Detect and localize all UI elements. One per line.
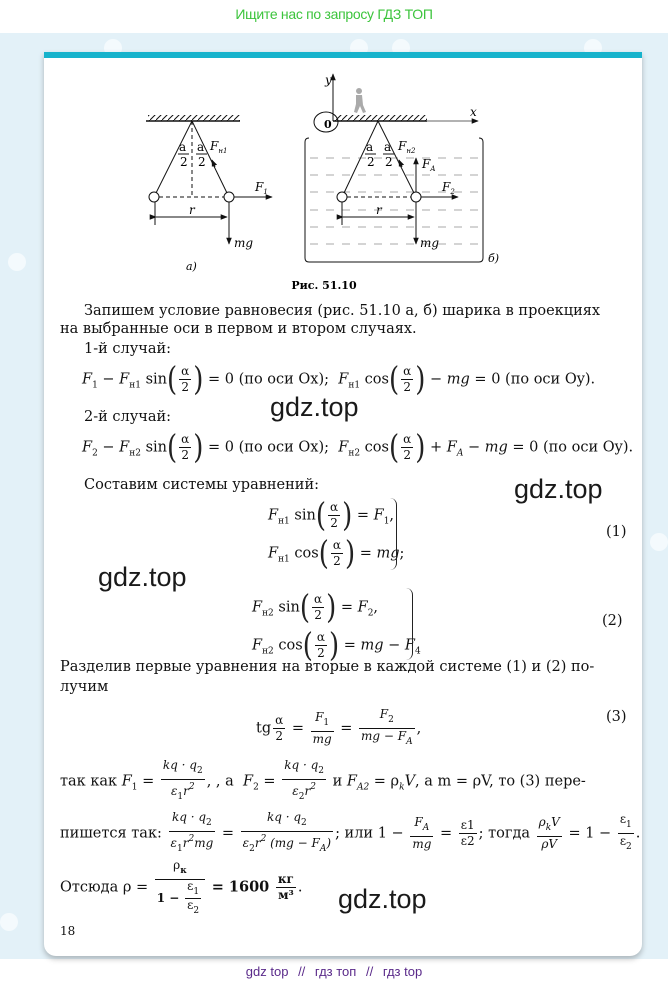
math-token: (	[388, 360, 400, 399]
page-number: 18	[60, 924, 76, 938]
math-token: н1	[218, 147, 228, 155]
axis-x-label: x	[470, 105, 477, 119]
math-token: 2	[275, 729, 283, 743]
math-token: и	[332, 773, 343, 790]
math-token: н1	[129, 380, 141, 391]
math-token: α	[313, 592, 323, 606]
math-token: ε	[460, 834, 467, 848]
paragraph-line: лучим	[60, 679, 109, 695]
two-label: 2	[198, 155, 206, 169]
math-token: )	[344, 534, 356, 573]
person-icon	[354, 88, 366, 113]
math-token: 0	[529, 439, 539, 456]
math-token: н2	[129, 448, 141, 459]
math-token: α	[275, 713, 284, 727]
equation-case1	[82, 360, 596, 399]
math-token: F	[119, 439, 130, 456]
math-token: 2	[188, 782, 195, 792]
diagram-a	[146, 115, 272, 273]
math-token: cos	[364, 371, 389, 388]
math-token: mg	[484, 439, 508, 456]
math-token: =	[340, 720, 353, 737]
math-token: 1	[176, 844, 183, 854]
paragraph-line: Запишем условие равновесия (рис. 51.10 а, б) шарика в проекциях	[84, 303, 601, 319]
math-token: A	[406, 737, 413, 747]
math-token: F	[404, 637, 415, 654]
math-token: .	[297, 879, 303, 896]
math-token: 2	[450, 188, 455, 196]
math-token: 2	[626, 842, 632, 852]
math-token: 2	[206, 818, 212, 828]
math-token: (по оси Oy).	[542, 439, 634, 456]
math-token: A	[456, 448, 464, 459]
math-token: ρ	[538, 815, 546, 829]
math-token: .	[635, 825, 641, 842]
math-token: )	[415, 428, 426, 467]
math-token: ε	[460, 818, 467, 832]
math-token: 2	[181, 448, 190, 462]
math-token: = ρ	[373, 773, 400, 790]
force-label	[397, 139, 416, 155]
math-token: r	[254, 836, 261, 850]
math-token: =	[439, 825, 453, 842]
math-token: (	[315, 496, 326, 535]
math-token: (	[302, 626, 313, 665]
math-token: mg − F	[274, 836, 320, 850]
math-token: ρV	[541, 837, 558, 851]
math-token: 0	[491, 371, 501, 388]
math-token: F	[338, 439, 349, 456]
math-token: cos	[364, 439, 389, 456]
origin-label: 0	[324, 118, 332, 131]
systems-intro: Составим системы уравнений:	[84, 477, 320, 493]
math-token: 2	[92, 448, 98, 459]
math-token: α	[181, 364, 190, 378]
math-token: F	[119, 371, 130, 388]
math-token: F	[414, 815, 423, 829]
result-line	[60, 858, 303, 917]
watermark: gdz.top	[514, 474, 603, 504]
math-token: 2	[249, 844, 255, 854]
math-token: mg	[412, 837, 432, 851]
math-token: м³	[278, 888, 294, 902]
math-token: 2	[193, 906, 200, 916]
math-token: F	[82, 439, 93, 456]
math-token: ,	[389, 507, 395, 524]
math-token: =	[568, 825, 581, 842]
math-token: 2	[301, 818, 307, 828]
math-token: 2	[298, 792, 305, 802]
math-token: 2	[196, 766, 203, 776]
math-token: k	[399, 782, 405, 793]
math-token: 2	[318, 766, 324, 776]
math-token: =	[263, 773, 276, 790]
math-token: 1	[323, 718, 330, 728]
math-token: α	[403, 364, 412, 378]
axis-y-label: y	[325, 73, 332, 87]
equation-3	[256, 707, 421, 750]
case-heading: 1-й случай:	[84, 341, 172, 357]
math-token: F	[442, 180, 451, 194]
math-token: F	[210, 139, 219, 153]
math-token: (	[167, 428, 178, 467]
math-token: н2	[262, 608, 274, 619]
math-token: ρ	[173, 858, 181, 872]
math-token: F	[121, 773, 132, 790]
math-token: 2	[367, 608, 374, 619]
math-token: sin	[278, 599, 300, 616]
math-token: tg	[256, 720, 272, 737]
force-label	[441, 180, 455, 196]
paragraph-line: Разделив первые уравнения на вторые в каждой системе (1) и (2) по-	[60, 659, 595, 675]
math-token: ε	[170, 784, 178, 798]
since-line	[60, 758, 586, 805]
case-heading: 2-й случай:	[84, 409, 172, 425]
math-token: a	[384, 140, 392, 154]
math-token: cos	[278, 637, 303, 654]
weight-label: mg	[234, 236, 254, 250]
system1-row1	[268, 496, 395, 535]
math-token: )	[328, 626, 340, 665]
math-token: F	[357, 599, 368, 616]
equation-case2	[82, 428, 634, 467]
math-token: F	[398, 139, 407, 153]
math-token: F	[268, 507, 279, 524]
math-token: 1 −	[585, 825, 612, 842]
footer-separator: //	[365, 964, 374, 979]
math-token: α	[403, 432, 412, 446]
math-token: кг	[277, 872, 294, 886]
math-token: 2	[181, 380, 190, 394]
force-label	[421, 157, 435, 173]
math-token: mg	[376, 545, 400, 562]
figure-51-10	[140, 66, 510, 296]
math-token: r	[376, 203, 382, 217]
system1-row2	[268, 534, 405, 573]
math-token: kq · q	[284, 758, 319, 772]
promo-banner[interactable]: Ищите нас по запросу ГДЗ ТОП	[235, 6, 433, 22]
math-token: A	[422, 823, 430, 833]
math-token: (по оси Ox);	[238, 439, 330, 456]
math-token: F	[252, 637, 263, 654]
math-token: так как	[60, 773, 118, 790]
math-token: ;	[399, 545, 405, 562]
math-token: 1	[131, 782, 138, 793]
math-token: V	[551, 815, 560, 829]
math-token: 0	[224, 371, 235, 388]
math-token: F	[252, 599, 263, 616]
force-label	[209, 139, 227, 155]
footer-link[interactable]: гдз топ	[314, 964, 357, 979]
math-token: mg	[420, 236, 440, 250]
math-token: +	[430, 439, 443, 456]
alpha-label: a	[179, 140, 187, 154]
math-token: −	[430, 371, 443, 388]
math-token: н2	[406, 147, 416, 155]
math-token: = 1600	[211, 878, 270, 896]
math-token: =	[142, 773, 155, 790]
math-token: sin	[294, 507, 316, 524]
math-token: Отсюда ρ =	[60, 879, 149, 896]
math-token: 1	[177, 792, 184, 802]
math-token: −	[467, 439, 481, 456]
math-token: н1	[278, 554, 290, 565]
math-token: =	[221, 825, 235, 842]
math-token: kq · q	[171, 810, 207, 824]
math-token: 2	[403, 448, 411, 462]
system-brace	[406, 588, 413, 660]
math-token: sin	[145, 439, 167, 456]
math-token: mg	[360, 637, 384, 654]
math-token: н2	[348, 448, 361, 459]
math-token: kq · q	[266, 810, 302, 824]
math-token: 2	[388, 715, 394, 725]
math-token: =	[359, 545, 372, 562]
math-token: mg	[194, 836, 214, 850]
math-token: (	[167, 360, 178, 399]
math-token: A	[430, 165, 436, 173]
math-token: )	[342, 496, 353, 535]
math-token: F	[82, 371, 93, 388]
math-token: ε	[619, 834, 627, 848]
math-token: =	[340, 599, 354, 616]
math-token: =	[343, 637, 356, 654]
math-token: 4	[414, 646, 421, 657]
math-token: α	[329, 500, 339, 514]
math-token: )	[193, 360, 204, 399]
math-token: ,	[206, 773, 212, 790]
math-token: =	[208, 371, 221, 388]
math-token: )	[193, 428, 204, 467]
math-token: F	[243, 773, 254, 790]
math-token: (	[299, 588, 310, 627]
system2-row2	[252, 626, 421, 665]
math-token: A	[319, 844, 327, 854]
math-token: 2	[385, 155, 393, 169]
math-token: F	[373, 507, 384, 524]
math-token: н2	[262, 646, 274, 657]
math-token: 1	[383, 516, 390, 527]
math-token: 2	[330, 516, 338, 530]
math-token: 1	[466, 818, 475, 832]
math-token: 1 −	[156, 891, 180, 905]
math-token: a	[366, 140, 374, 154]
math-token: пишется так:	[60, 825, 162, 842]
math-token: V	[404, 773, 416, 790]
equation-number: (1)	[606, 524, 627, 540]
math-token: =	[291, 720, 304, 737]
system2-row1	[252, 588, 379, 627]
math-token: 2	[310, 782, 316, 792]
diagram-b	[305, 73, 499, 265]
equation-number: (3)	[606, 709, 627, 725]
math-token: 1	[263, 188, 268, 196]
math-token: ,	[416, 720, 422, 737]
math-token: 2	[333, 554, 341, 568]
two-label: 2	[180, 155, 188, 169]
footer-link[interactable]: gdz top	[245, 964, 289, 979]
math-token: =	[474, 371, 487, 388]
alpha-label: a	[197, 140, 205, 154]
math-token: F	[268, 545, 279, 562]
math-token: r	[182, 836, 189, 850]
math-token: ,	[373, 599, 379, 616]
math-token: 2	[367, 155, 375, 169]
math-token: (по оси Ox);	[238, 371, 330, 388]
math-token: ε	[242, 836, 250, 850]
math-token: ε	[187, 879, 194, 893]
math-token: F	[338, 371, 349, 388]
math-token: cos	[294, 545, 319, 562]
math-token: kq · q	[162, 758, 197, 772]
math-token: н1	[348, 380, 361, 391]
math-token: F	[315, 710, 324, 724]
math-token: к	[180, 866, 187, 876]
math-token: α	[332, 538, 341, 552]
math-token: ε	[187, 898, 194, 912]
system-brace	[390, 498, 397, 570]
math-token: 2	[317, 646, 325, 660]
math-token: (по оси Oy).	[505, 371, 596, 388]
math-token: ; тогда	[478, 825, 531, 842]
watermark: gdz.top	[270, 392, 359, 422]
math-token: 2	[188, 834, 195, 844]
math-token: −	[102, 439, 115, 456]
subfigure-label: а)	[186, 260, 197, 273]
math-token: =	[512, 439, 525, 456]
math-token: 1	[92, 380, 98, 391]
math-token: ε	[619, 812, 627, 826]
math-token: 1	[193, 887, 200, 897]
footer-links	[0, 964, 668, 979]
distance-label: r	[189, 203, 195, 217]
math-token: 2	[314, 608, 322, 622]
math-token: =	[356, 507, 370, 524]
math-token: 2	[253, 782, 259, 793]
math-token: 2	[260, 834, 267, 844]
math-token: r	[304, 784, 311, 798]
math-token: н1	[278, 516, 290, 527]
math-token: mg	[446, 371, 470, 388]
figure-caption: Рис. 51.10	[291, 279, 357, 292]
footer-separator: //	[298, 964, 306, 979]
watermark: gdz.top	[98, 562, 187, 592]
math-token: mg	[312, 732, 332, 746]
force-label	[254, 180, 268, 196]
math-token: F	[446, 439, 457, 456]
paragraph-line: на выбранные оси в первом и втором случаях.	[60, 321, 417, 337]
math-token: mg − F	[361, 729, 407, 743]
footer-link[interactable]: гдз top	[382, 964, 423, 979]
math-token: (	[318, 534, 329, 573]
math-token: )	[326, 588, 337, 627]
subfigure-label: б)	[488, 252, 500, 265]
math-token: , а	[215, 773, 234, 790]
math-token: 2	[466, 834, 475, 848]
math-token: α	[316, 630, 325, 644]
math-token: F	[346, 773, 357, 790]
math-token: α	[181, 432, 190, 446]
math-token: 0	[224, 439, 235, 456]
math-token: r	[183, 784, 189, 798]
math-token: F	[255, 180, 264, 194]
math-token: A2	[356, 782, 370, 793]
math-token: ε	[170, 836, 177, 850]
math-token: ε	[292, 784, 299, 798]
math-token: )	[415, 360, 426, 399]
math-token: −	[102, 371, 115, 388]
math-token: sin	[145, 371, 167, 388]
math-token: k	[545, 823, 552, 833]
math-token: F	[422, 157, 431, 171]
equation-number: (2)	[602, 613, 623, 629]
rewrite-line: пишется так: $\frac{kq \cdot q_2}{\varepsilon_1r^2mg}$ = $\frac{kq \cdot q_2}{\varepsilon_2r^2 (mg - F_A)}$ ; или 1 − $\frac{F_A}{mg}$ = $\frac{\varepsilon 1}{\varepsilon 2}$ ; тогда $\rho_kV$ ρV = 1 − $\frac{\varepsilon_1}{\varepsilon_2}$ .	[60, 810, 641, 854]
math-token: ; или 1 −	[335, 825, 404, 842]
math-token: (	[388, 428, 400, 467]
math-token: 1	[626, 820, 632, 830]
watermark: gdz.top	[338, 884, 427, 914]
math-token: F	[379, 707, 389, 721]
math-token: −	[388, 637, 401, 654]
math-token: , а m = ρV, то (3) пере-	[415, 773, 586, 790]
math-token: =	[208, 439, 221, 456]
math-token: 2	[403, 380, 411, 394]
